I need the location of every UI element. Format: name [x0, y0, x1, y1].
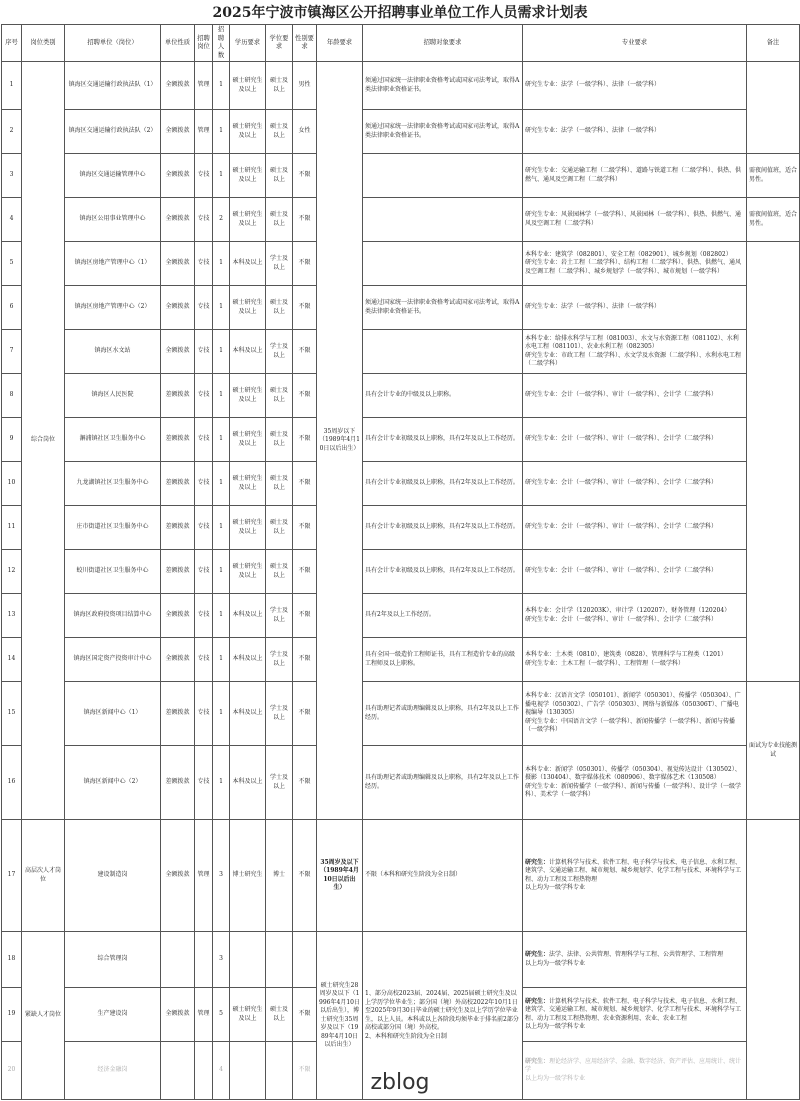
table-cell: 硕士研究生及以上 — [230, 374, 266, 418]
table-cell: 1 — [213, 682, 230, 746]
table-cell — [266, 932, 293, 988]
table-cell: 全额拨款 — [161, 62, 195, 110]
major-text: 本科专业：土木类（0810）、建筑类（0828）、管理科学与工程类（1201） 研究生专业：土木工程（一级学科）、工程管理（一级学科） — [525, 651, 727, 667]
major-requirement-cell — [523, 198, 747, 242]
table-cell: 硕士研究生及以上 — [230, 506, 266, 550]
table-cell: 专技 — [195, 286, 213, 330]
applicant-requirement-cell — [363, 242, 523, 286]
table-row — [2, 932, 800, 988]
major-label: 研究生： — [525, 997, 550, 1005]
table-cell: 全额拨款 — [161, 154, 195, 198]
major-requirement-cell — [523, 242, 747, 286]
table-cell: 1 — [213, 594, 230, 638]
major-requirement-cell — [523, 820, 747, 932]
applicant-requirement-cell: 具有会计专业初级及以上职称，具有2年及以上工作经历。 — [363, 506, 523, 550]
applicant-requirement-cell: 须通过国家统一法律职业资格考试或国家司法考试，取得A类法律职业资格证书。 — [363, 110, 523, 154]
unit-cell: 镇海区公用事业管理中心 — [65, 198, 161, 242]
major-text: 法学、法律、公共管理、管理科学与工程、公共管理学、工程管理 以上均为一级学科专业 — [525, 951, 724, 967]
table-cell: 不限 — [293, 286, 317, 330]
watermark: zblog — [370, 1070, 430, 1095]
applicant-requirement-cell: 须通过国家统一法律职业资格考试或国家司法考试，取得A类法律职业资格证书。 — [363, 62, 523, 110]
table-cell: 全额拨款 — [161, 820, 195, 932]
table-cell: 专技 — [195, 198, 213, 242]
table-cell: 硕士研究生及以上 — [230, 286, 266, 330]
applicant-requirement-cell: 具有2年及以上工作经历。 — [363, 594, 523, 638]
table-cell: 差额拨款 — [161, 418, 195, 462]
major-text: 本科专业：新闻学（050301）、传播学（050304）、视觉传达设计（130502）、摄影（130404）、数字媒体技术（080906）、数字媒体艺术（130508） 研究生专业：新闻传播学（一级学科）、新闻与传播（一级学科）、设计学（一级学科）、美术学（一级学科） — [525, 765, 742, 798]
table-cell — [266, 1042, 293, 1100]
table-cell: 1 — [213, 154, 230, 198]
table-cell: 专技 — [195, 242, 213, 286]
row-number-cell: 1 — [2, 62, 22, 110]
table-cell: 不限 — [293, 198, 317, 242]
applicant-requirement-cell: 具有会计专业初级及以上职称，具有2年及以上工作经历。 — [363, 418, 523, 462]
table-cell: 全额拨款 — [161, 330, 195, 374]
header-cell: 招聘岗位 — [195, 25, 213, 62]
remark-cell — [747, 242, 800, 682]
row-number-cell: 15 — [2, 682, 22, 746]
table-cell: 本科及以上 — [230, 594, 266, 638]
table-cell: 不限 — [293, 418, 317, 462]
table-cell: 专技 — [195, 506, 213, 550]
applicant-requirement-cell: 具有会计专业的中级及以上职称。 — [363, 374, 523, 418]
major-text: 研究生专业：会计（一级学科）、审计（一级学科）、会计学（二级学科） — [525, 435, 718, 443]
row-number-cell: 2 — [2, 110, 22, 154]
table-cell: 1 — [213, 242, 230, 286]
table-row — [2, 682, 800, 746]
unit-cell: 镇海区人民医院 — [65, 374, 161, 418]
applicant-requirement-cell: 具有助理记者或助理编辑及以上职称，具有2年及以上工作经历。 — [363, 746, 523, 820]
age-requirement-cell: 硕士研究生28周岁及以下（1996年4月10日以后出生），博士研究生35周岁及以下（1989年4月10日以后出生） — [317, 932, 363, 1100]
major-text: 研究生专业：会计（一级学科）、审计（一级学科）、会计学（二级学科） — [525, 567, 718, 575]
table-cell: 硕士研究生及以上 — [230, 462, 266, 506]
table-cell: 不限 — [293, 330, 317, 374]
table-cell: 差额拨款 — [161, 550, 195, 594]
table-cell: 学士及以上 — [266, 638, 293, 682]
major-text: 计算机科学与技术、软件工程、电子科学与技术、电子信息、水利工程、建筑学、交通运输工程、城市规划、城乡规划学、化学工程与技术、环境科学与工程、动力工程及工程热物理 以上均为一级学科专业 — [525, 858, 742, 891]
table-cell: 1 — [213, 286, 230, 330]
post-category-cell: 综合岗位 — [22, 62, 65, 820]
unit-cell: 经济金融岗 — [65, 1042, 161, 1100]
table-cell: 硕士及以上 — [266, 62, 293, 110]
table-cell: 全额拨款 — [161, 638, 195, 682]
table-cell: 专技 — [195, 462, 213, 506]
unit-cell: 镇海区房地产管理中心（1） — [65, 242, 161, 286]
table-cell: 差额拨款 — [161, 506, 195, 550]
table-cell: 专技 — [195, 594, 213, 638]
table-cell: 5 — [213, 988, 230, 1042]
table-cell: 专技 — [195, 418, 213, 462]
unit-cell: 镇海区水文站 — [65, 330, 161, 374]
table-cell — [161, 932, 195, 988]
major-requirement-cell — [523, 746, 747, 820]
major-text: 本科专业：汉语言文学（050101）、新闻学（050301）、传播学（050304）、广播电视学（050302）、广告学（050303）、网络与新媒体（050306T）、广播电视编导（130305） 研究生专业：中国语言文学（一级学科）、新闻传播学（一级学科）、新闻与传播（一级学科） — [525, 692, 741, 734]
remark-cell — [747, 820, 800, 1100]
table-row — [2, 62, 800, 110]
major-requirement-cell — [523, 932, 747, 988]
unit-cell: 庄市街道社区卫生服务中心 — [65, 506, 161, 550]
table-row — [2, 110, 800, 154]
header-cell: 招聘对象要求 — [363, 25, 523, 62]
table-cell: 1 — [213, 374, 230, 418]
table-row — [2, 550, 800, 594]
major-label: 研究生： — [525, 1057, 550, 1065]
table-row — [2, 198, 800, 242]
unit-cell: 镇海区交通运输行政执法队（2） — [65, 110, 161, 154]
age-requirement-cell: 35周岁以下（1989年4月10日以后出生） — [317, 62, 363, 820]
unit-cell: 镇海区房地产管理中心（2） — [65, 286, 161, 330]
unit-cell: 九龙湖镇社区卫生服务中心 — [65, 462, 161, 506]
row-number-cell: 10 — [2, 462, 22, 506]
table-row — [2, 594, 800, 638]
table-cell: 全额拨款 — [161, 988, 195, 1042]
major-label: 研究生： — [525, 858, 550, 866]
row-number-cell: 3 — [2, 154, 22, 198]
applicant-requirement-cell: 具有全国一级造价工程师证书，具有工程造价专业的高级工程师及以上职称。 — [363, 638, 523, 682]
table-cell: 专技 — [195, 550, 213, 594]
table-cell — [230, 1042, 266, 1100]
row-number-cell: 11 — [2, 506, 22, 550]
table-cell: 硕士及以上 — [266, 550, 293, 594]
header-cell: 学位要求 — [266, 25, 293, 62]
table-cell: 管理 — [195, 110, 213, 154]
row-number-cell: 14 — [2, 638, 22, 682]
header-cell: 招聘单位（岗位） — [65, 25, 161, 62]
table-cell: 女性 — [293, 110, 317, 154]
header-cell: 学历要求 — [230, 25, 266, 62]
major-requirement-cell — [523, 154, 747, 198]
table-cell: 差额拨款 — [161, 746, 195, 820]
table-cell — [195, 932, 213, 988]
table-cell: 男性 — [293, 62, 317, 110]
major-text: 研究生专业：风景园林学（一级学科）、风景园林（一级学科）、供热、供燃气、通风及空调工程（二级学科） — [525, 211, 742, 227]
table-row — [2, 374, 800, 418]
table-cell: 硕士及以上 — [266, 198, 293, 242]
major-text: 计算机科学与技术、软件工程、电子科学与技术、电子信息、水利工程、建筑学、交通运输工程、城市规划、城乡规划学、化学工程与技术、环境科学与工程、动力工程及工程热物理、农业资源利用、农业、农业工程 以上均为一级学科专业 — [525, 997, 742, 1030]
table-cell: 差额拨款 — [161, 374, 195, 418]
applicant-requirement-cell — [363, 198, 523, 242]
table-cell: 硕士研究生及以上 — [230, 110, 266, 154]
major-requirement-cell — [523, 62, 747, 110]
major-requirement-cell — [523, 462, 747, 506]
table-cell: 硕士及以上 — [266, 286, 293, 330]
row-number-cell: 12 — [2, 550, 22, 594]
table-cell: 本科及以上 — [230, 242, 266, 286]
unit-cell: 镇海区政府投资项目结算中心 — [65, 594, 161, 638]
table-cell: 硕士研究生及以上 — [230, 154, 266, 198]
major-requirement-cell — [523, 638, 747, 682]
row-number-cell: 9 — [2, 418, 22, 462]
table-cell: 差额拨款 — [161, 682, 195, 746]
table-cell: 本科及以上 — [230, 746, 266, 820]
table-cell: 硕士及以上 — [266, 154, 293, 198]
table-cell: 硕士及以上 — [266, 462, 293, 506]
header-cell: 序号 — [2, 25, 22, 62]
row-number-cell: 17 — [2, 820, 22, 932]
table-cell: 硕士研究生及以上 — [230, 550, 266, 594]
table-cell: 不限 — [293, 462, 317, 506]
major-text: 本科专业：会计学（120203K）、审计学（120207）、财务管理（120204） 研究生专业：会计（一级学科）、审计（一级学科）、会计学（二级学科） — [525, 607, 731, 623]
table-cell: 不限 — [293, 988, 317, 1042]
table-row — [2, 462, 800, 506]
table-cell: 本科及以上 — [230, 638, 266, 682]
row-number-cell: 5 — [2, 242, 22, 286]
applicant-requirement-cell: 具有会计专业初级及以上职称，具有2年及以上工作经历。 — [363, 550, 523, 594]
row-number-cell: 16 — [2, 746, 22, 820]
header-cell: 性别要求 — [293, 25, 317, 62]
table-cell: 不限 — [293, 242, 317, 286]
table-cell: 专技 — [195, 374, 213, 418]
header-cell: 岗位类别 — [22, 25, 65, 62]
table-cell: 专技 — [195, 746, 213, 820]
table-cell: 2 — [213, 198, 230, 242]
post-category-cell: 高层次人才岗位 — [22, 820, 65, 932]
table-cell — [230, 932, 266, 988]
table-row — [2, 506, 800, 550]
table-cell: 学士及以上 — [266, 682, 293, 746]
table-cell: 管理 — [195, 988, 213, 1042]
table-cell: 不限 — [293, 594, 317, 638]
table-header-row — [2, 25, 800, 62]
major-requirement-cell — [523, 682, 747, 746]
table-cell: 1 — [213, 550, 230, 594]
table-cell: 全额拨款 — [161, 110, 195, 154]
recruitment-table — [1, 24, 800, 1100]
row-number-cell: 20 — [2, 1042, 22, 1100]
table-cell: 不限 — [293, 550, 317, 594]
major-requirement-cell — [523, 550, 747, 594]
table-cell — [161, 1042, 195, 1100]
major-text: 研究生专业：法学（一级学科）、法律（一级学科） — [525, 127, 661, 135]
major-text: 理论经济学、应用经济学、金融、数字经济、资产评估、应用统计、统计学 以上均为一级学科专业 — [525, 1057, 742, 1082]
table-cell: 不限 — [293, 1042, 317, 1100]
row-number-cell: 8 — [2, 374, 22, 418]
header-cell: 单位性质 — [161, 25, 195, 62]
unit-cell: 澥浦镇社区卫生服务中心 — [65, 418, 161, 462]
applicant-requirement-cell: 具有助理记者或助理编辑及以上职称，具有2年及以上工作经历。 — [363, 682, 523, 746]
major-text: 研究生专业：法学（一级学科）、法律（一级学科） — [525, 303, 661, 311]
major-requirement-cell — [523, 374, 747, 418]
table-row — [2, 746, 800, 820]
table-cell: 不限 — [293, 374, 317, 418]
table-cell: 硕士研究生及以上 — [230, 198, 266, 242]
table-cell: 管理 — [195, 820, 213, 932]
table-cell: 全额拨款 — [161, 286, 195, 330]
table-cell: 硕士及以上 — [266, 110, 293, 154]
unit-cell: 蛟川街道社区卫生服务中心 — [65, 550, 161, 594]
major-requirement-cell — [523, 506, 747, 550]
major-requirement-cell — [523, 988, 747, 1042]
table-cell — [195, 1042, 213, 1100]
age-requirement-cell: 35周岁及以下（1989年4月10日以后出生） — [317, 820, 363, 932]
table-cell: 3 — [213, 820, 230, 932]
table-row — [2, 242, 800, 286]
row-number-cell: 6 — [2, 286, 22, 330]
table-cell: 不限 — [293, 154, 317, 198]
table-cell: 专技 — [195, 682, 213, 746]
page-title: 2025年宁波市镇海区公开招聘事业单位工作人员需求计划表 — [212, 5, 588, 21]
major-text: 研究生专业：会计（一级学科）、审计（一级学科）、会计学（二级学科） — [525, 391, 718, 399]
table-row — [2, 286, 800, 330]
table-cell: 学士及以上 — [266, 746, 293, 820]
applicant-requirement-cell: 须通过国家统一法律职业资格考试或国家司法考试，取得A类法律职业资格证书。 — [363, 286, 523, 330]
table-row — [2, 418, 800, 462]
table-cell: 1 — [213, 638, 230, 682]
table-cell: 硕士研究生及以上 — [230, 418, 266, 462]
unit-cell: 镇海区交通运输管理中心 — [65, 154, 161, 198]
table-cell: 不限 — [293, 638, 317, 682]
table-row — [2, 330, 800, 374]
table-cell: 硕士及以上 — [266, 506, 293, 550]
major-requirement-cell — [523, 418, 747, 462]
row-number-cell: 4 — [2, 198, 22, 242]
table-cell — [293, 932, 317, 988]
table-cell: 博士 — [266, 820, 293, 932]
unit-cell: 镇海区新闻中心（2） — [65, 746, 161, 820]
row-number-cell: 7 — [2, 330, 22, 374]
major-label: 研究生： — [525, 951, 550, 958]
unit-cell: 综合管理岗 — [65, 932, 161, 988]
table-cell: 3 — [213, 932, 230, 988]
table-cell: 硕士研究生及以上 — [230, 62, 266, 110]
header-cell: 招聘人数 — [213, 25, 230, 62]
table-cell: 不限 — [293, 682, 317, 746]
table-cell: 差额拨款 — [161, 462, 195, 506]
table-cell: 1 — [213, 62, 230, 110]
header-cell: 年龄要求 — [317, 25, 363, 62]
table-cell: 硕士研究生及以上 — [230, 988, 266, 1042]
table-row — [2, 638, 800, 682]
table-cell: 硕士及以上 — [266, 374, 293, 418]
table-cell: 专技 — [195, 154, 213, 198]
remark-cell — [747, 62, 800, 154]
table-cell: 博士研究生 — [230, 820, 266, 932]
remark-cell: 面试为专业技能测试 — [747, 682, 800, 820]
table-cell: 管理 — [195, 62, 213, 110]
major-requirement-cell — [523, 330, 747, 374]
table-cell: 硕士及以上 — [266, 418, 293, 462]
table-cell: 1 — [213, 330, 230, 374]
table-cell: 硕士及以上 — [266, 988, 293, 1042]
applicant-requirement-cell: 不限（本科和研究生阶段为全日制） — [363, 820, 523, 932]
table-cell: 不限 — [293, 820, 317, 932]
major-text: 本科专业：建筑学（082801）、安全工程（082901）、城乡规划（082802） 研究生专业：岩土工程（二级学科）、结构工程（二级学科）、供热、供燃气、通风及空调工程（二级学科）、城乡规划学（一级学科）、城市规划（一级学科） — [525, 250, 742, 275]
table-cell: 本科及以上 — [230, 682, 266, 746]
row-number-cell: 13 — [2, 594, 22, 638]
table-cell: 1 — [213, 746, 230, 820]
applicant-requirement-cell: 具有会计专业初级及以上职称，具有2年及以上工作经历。 — [363, 462, 523, 506]
table-cell: 1 — [213, 506, 230, 550]
unit-cell: 建设制造岗 — [65, 820, 161, 932]
table-row — [2, 820, 800, 932]
remark-cell: 需夜间值班，适合男性。 — [747, 154, 800, 198]
table-cell: 1 — [213, 462, 230, 506]
table-cell: 4 — [213, 1042, 230, 1100]
applicant-requirement-cell — [363, 330, 523, 374]
major-text: 研究生专业：法学（一级学科）、法律（一级学科） — [525, 81, 661, 89]
unit-cell: 生产建设岗 — [65, 988, 161, 1042]
applicant-requirement-cell: 1、部分高校2023届、2024届、2025届硕士研究生及以上学历学位毕业生；部分国（境）外高校2022年10月1日至2025年9月30日毕业的硕士研究生及以上学历学位毕业生，以上人员。本科或以上各阶段均须毕业于排名前2部分高校或部分国（境）外高校。 2、本科和研究生阶段为全日制 — [363, 932, 523, 1100]
table-cell: 全额拨款 — [161, 594, 195, 638]
table-cell: 学士及以上 — [266, 242, 293, 286]
table-cell: 不限 — [293, 506, 317, 550]
major-text: 本科专业：给排水科学与工程（081003）、水文与水资源工程（081102）、水利水电工程（081101）、农业水利工程（082305） 研究生专业：市政工程（二级学科）、水文学及水资源（二级学科）、水利水电工程（二级学科） — [525, 334, 742, 367]
applicant-requirement-cell — [363, 154, 523, 198]
unit-cell: 镇海区新闻中心（1） — [65, 682, 161, 746]
table-cell: 学士及以上 — [266, 330, 293, 374]
table-cell: 全额拨款 — [161, 242, 195, 286]
table-cell: 学士及以上 — [266, 594, 293, 638]
row-number-cell: 18 — [2, 932, 22, 988]
major-requirement-cell — [523, 594, 747, 638]
major-text: 研究生专业：会计（一级学科）、审计（一级学科）、会计学（二级学科） — [525, 523, 718, 531]
major-requirement-cell — [523, 1042, 747, 1100]
table-cell: 不限 — [293, 746, 317, 820]
unit-cell: 镇海区国定资产投资审计中心 — [65, 638, 161, 682]
major-text: 研究生专业：交通运输工程（二级学科）、道路与铁道工程（二级学科）、供热、供燃气、通风及空调工程（二级学科） — [525, 167, 742, 183]
remark-cell: 需夜间值班，适合男性。 — [747, 198, 800, 242]
table-cell: 1 — [213, 110, 230, 154]
table-cell: 专技 — [195, 638, 213, 682]
table-cell: 全额拨款 — [161, 198, 195, 242]
major-text: 研究生专业：会计（一级学科）、审计（一级学科）、会计学（二级学科） — [525, 479, 718, 487]
header-cell: 备注 — [747, 25, 800, 62]
major-requirement-cell — [523, 286, 747, 330]
table-row — [2, 154, 800, 198]
table-cell: 专技 — [195, 330, 213, 374]
post-category-cell: 紧缺人才岗位 — [22, 932, 65, 1100]
table-cell: 1 — [213, 418, 230, 462]
major-requirement-cell — [523, 110, 747, 154]
row-number-cell: 19 — [2, 988, 22, 1042]
unit-cell: 镇海区交通运输行政执法队（1） — [65, 62, 161, 110]
header-cell: 专业要求 — [523, 25, 747, 62]
table-cell: 本科及以上 — [230, 330, 266, 374]
